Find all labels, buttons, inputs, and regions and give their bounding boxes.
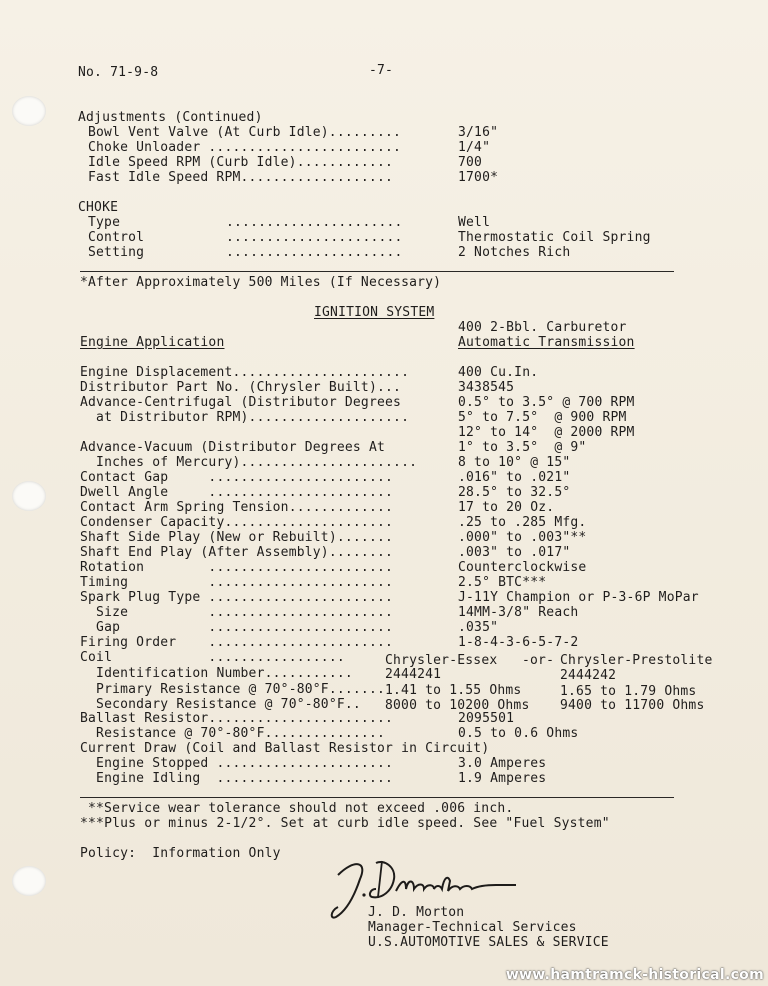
section-title-ignition: IGNITION SYSTEM <box>314 305 435 320</box>
coil-primary-prestolite: 1.65 to 1.79 Ohms <box>560 684 697 699</box>
spec-value: 8 to 10° @ 15" <box>458 455 571 470</box>
adjustments-value: 1700* <box>458 170 499 185</box>
spec-label: Contact Arm Spring Tension............. <box>80 500 394 515</box>
coil-secondary-essex: 8000 to 10200 Ohms <box>385 698 530 713</box>
choke-value: 2 Notches Rich <box>458 245 571 260</box>
spec-value: .003" to .017" <box>458 545 571 560</box>
spec-label: Rotation ....................... <box>80 560 394 575</box>
spec-label: Shaft Side Play (New or Rebuilt)....... <box>80 530 394 545</box>
document-number: No. 71-9-8 <box>78 65 159 80</box>
spec-value: 0.5 to 0.6 Ohms <box>458 726 579 741</box>
adjustments-value: 1/4" <box>458 140 491 155</box>
spec-label: Gap ....................... <box>80 620 394 635</box>
spec-value: .000" to .003"** <box>458 530 587 545</box>
spec-label: Firing Order ....................... <box>80 635 394 650</box>
spec-label: Advance-Vacuum (Distributor Degrees At <box>80 440 386 455</box>
column-heading-carburetor: 400 2-Bbl. Carburetor <box>458 320 627 335</box>
punch-hole <box>12 96 46 126</box>
coil-id-essex: 2444241 <box>385 667 442 682</box>
choke-label: Type <box>88 215 121 230</box>
spec-label: Engine Displacement...................... <box>80 365 410 380</box>
spec-label: Engine Stopped ...................... <box>80 756 394 771</box>
choke-label: Control <box>88 230 145 245</box>
spec-value: 1° to 3.5° @ 9" <box>458 440 587 455</box>
choke-value: Well <box>458 215 491 230</box>
adjustments-label: Fast Idle Speed RPM................... <box>88 170 394 185</box>
adjustments-label: Idle Speed RPM (Curb Idle)............ <box>88 155 394 170</box>
spec-label: Contact Gap ....................... <box>80 470 394 485</box>
punch-hole <box>12 866 46 896</box>
spec-value: Counterclockwise <box>458 560 587 575</box>
spec-label: Shaft End Play (After Assembly)........ <box>80 545 394 560</box>
spec-label: Inches of Mercury)...................... <box>80 455 418 470</box>
spec-label: Timing ....................... <box>80 575 394 590</box>
adjustments-label: Bowl Vent Valve (At Curb Idle)......... <box>88 125 402 140</box>
adjustments-value: 700 <box>458 155 483 170</box>
punch-hole <box>12 481 46 511</box>
spec-value: 400 Cu.In. <box>458 365 539 380</box>
divider <box>80 271 674 272</box>
spec-value: .25 to .285 Mfg. <box>458 515 587 530</box>
spec-label: Spark Plug Type ....................... <box>80 590 394 605</box>
choke-label: Setting <box>88 245 145 260</box>
spec-label: Resistance @ 70°-80°F............... <box>80 726 386 741</box>
spec-label: Condenser Capacity..................... <box>80 515 394 530</box>
spec-value: J-11Y Champion or P-3-6P MoPar <box>458 590 699 605</box>
spec-label: Engine Idling ...................... <box>80 771 394 786</box>
spec-value: 28.5° to 32.5° <box>458 485 571 500</box>
spec-value: .016" to .021" <box>458 470 571 485</box>
footnote-service-wear: **Service wear tolerance should not exceed .006 inch. <box>88 801 514 816</box>
coil-id-label: Identification Number........... <box>80 666 353 681</box>
coil-or: -or- <box>522 653 555 668</box>
coil-secondary-prestolite: 9400 to 11700 Ohms <box>560 698 705 713</box>
coil-primary-label: Primary Resistance @ 70°-80°F....... <box>80 682 386 697</box>
spec-value: 12° to 14° @ 2000 RPM <box>458 425 635 440</box>
spec-value: 3438545 <box>458 380 515 395</box>
spec-label: at Distributor RPM).................... <box>80 410 410 425</box>
watermark: www.hamtramck-historical.com <box>505 967 764 983</box>
coil-id-prestolite: 2444242 <box>560 668 617 683</box>
coil-brand-essex: Chrysler-Essex <box>385 653 498 668</box>
leader-dots: ...................... <box>226 230 403 245</box>
coil-secondary-label: Secondary Resistance @ 70°-80°F.. <box>80 697 361 712</box>
leader-dots: ...................... <box>226 245 403 260</box>
adjustments-value: 3/16" <box>458 125 499 140</box>
spec-value: .035" <box>458 620 499 635</box>
footnote-timing: ***Plus or minus 2-1/2°. Set at curb idle speed. See "Fuel System" <box>80 816 610 831</box>
page-number: -7- <box>369 63 394 78</box>
spec-label: Dwell Angle ....................... <box>80 485 394 500</box>
spec-label: Distributor Part No. (Chrysler Built)... <box>80 380 402 395</box>
spec-label: Size ....................... <box>80 605 394 620</box>
spec-value: 5° to 7.5° @ 900 RPM <box>458 410 627 425</box>
spec-value: 3.0 Amperes <box>458 756 547 771</box>
signer-organization: U.S.AUTOMOTIVE SALES & SERVICE <box>368 935 609 950</box>
policy-line: Policy: Information Only <box>80 846 281 861</box>
coil-brand-prestolite: Chrysler-Prestolite <box>560 653 713 668</box>
spec-value: 17 to 20 Oz. <box>458 500 555 515</box>
choke-value: Thermostatic Coil Spring <box>458 230 651 245</box>
spec-value: 1-8-4-3-6-5-7-2 <box>458 635 579 650</box>
column-heading-transmission: Automatic Transmission <box>458 335 635 350</box>
signer-title: Manager-Technical Services <box>368 920 577 935</box>
spec-value: 2095501 <box>458 711 515 726</box>
signer-name: J. D. Morton <box>368 905 465 920</box>
adjustments-label: Choke Unloader ........................ <box>88 140 402 155</box>
leader-dots: ...................... <box>226 215 403 230</box>
footnote-miles: *After Approximately 500 Miles (If Necessary) <box>80 275 442 290</box>
spec-value: 0.5° to 3.5° @ 700 RPM <box>458 395 635 410</box>
engine-application-label: Engine Application <box>80 335 225 350</box>
spec-value: 1.9 Amperes <box>458 771 547 786</box>
coil-primary-essex: 1.41 to 1.55 Ohms <box>385 683 522 698</box>
spec-value: 2.5° BTC*** <box>458 575 547 590</box>
section-title-choke: CHOKE <box>78 200 119 215</box>
spec-label: Advance-Centrifugal (Distributor Degrees <box>80 395 402 410</box>
spec-label: Ballast Resistor....................... <box>80 711 394 726</box>
divider <box>80 797 674 798</box>
spec-label: Current Draw (Coil and Ballast Resistor in Circuit) <box>80 741 490 756</box>
spec-value: 14MM-3/8" Reach <box>458 605 579 620</box>
section-title-adjustments: Adjustments (Continued) <box>78 110 263 125</box>
coil-label: Coil ................. <box>80 650 345 665</box>
